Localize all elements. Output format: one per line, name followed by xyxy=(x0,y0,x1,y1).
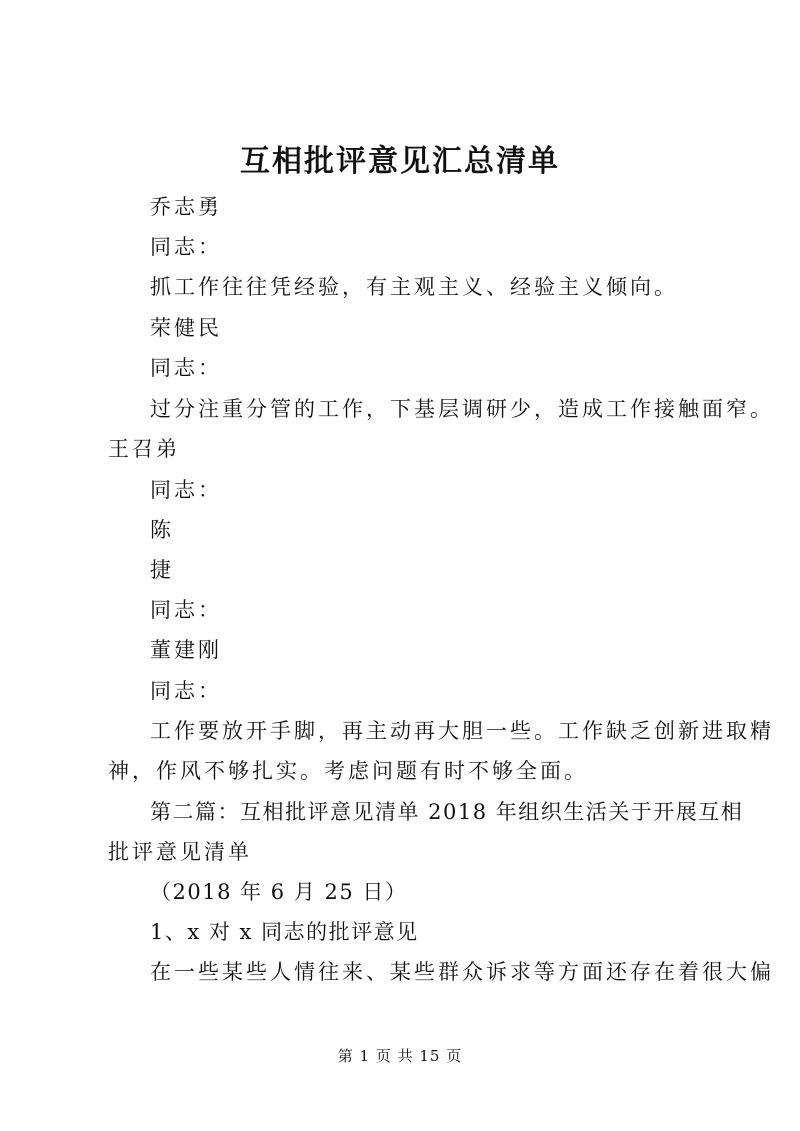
comrade-label: 同志： xyxy=(150,478,222,502)
name-chen-part1: 陈 xyxy=(150,518,174,542)
page-footer: 第 1 页 共 15 页 xyxy=(337,1047,463,1065)
item-heading: 1、x 对 x 同志的批评意见 xyxy=(150,920,419,944)
section-heading-cont: 批评意见清单 xyxy=(108,840,252,864)
document-title: 互相批评意见汇总清单 xyxy=(240,144,560,179)
name-wang: 王召弟 xyxy=(108,437,180,461)
body-text: 在一些某些人情往来、某些群众诉求等方面还存在着很大偏 xyxy=(150,960,774,984)
name-chen-part2: 捷 xyxy=(150,558,174,582)
critique-text-cont: 神，作风不够扎实。考虑问题有时不够全面。 xyxy=(108,759,588,783)
section-heading: 第二篇：互相批评意见清单 2018 年组织生活关于开展互相 xyxy=(150,800,744,824)
name-qiao: 乔志勇 xyxy=(150,195,222,219)
comrade-label: 同志： xyxy=(150,679,222,703)
date-line: （2018 年 6 月 25 日） xyxy=(150,880,408,904)
name-dong: 董建刚 xyxy=(150,638,222,662)
critique-text: 工作要放开手脚，再主动再大胆一些。工作缺乏创新进取精 xyxy=(150,719,774,743)
comrade-label: 同志： xyxy=(150,598,222,622)
comrade-label: 同志： xyxy=(150,235,222,259)
name-rong: 荣健民 xyxy=(150,316,222,340)
critique-text: 抓工作往往凭经验，有主观主义、经验主义倾向。 xyxy=(150,275,678,299)
critique-text: 过分注重分管的工作，下基层调研少，造成工作接触面窄。 xyxy=(150,397,774,421)
comrade-label: 同志： xyxy=(150,356,222,380)
